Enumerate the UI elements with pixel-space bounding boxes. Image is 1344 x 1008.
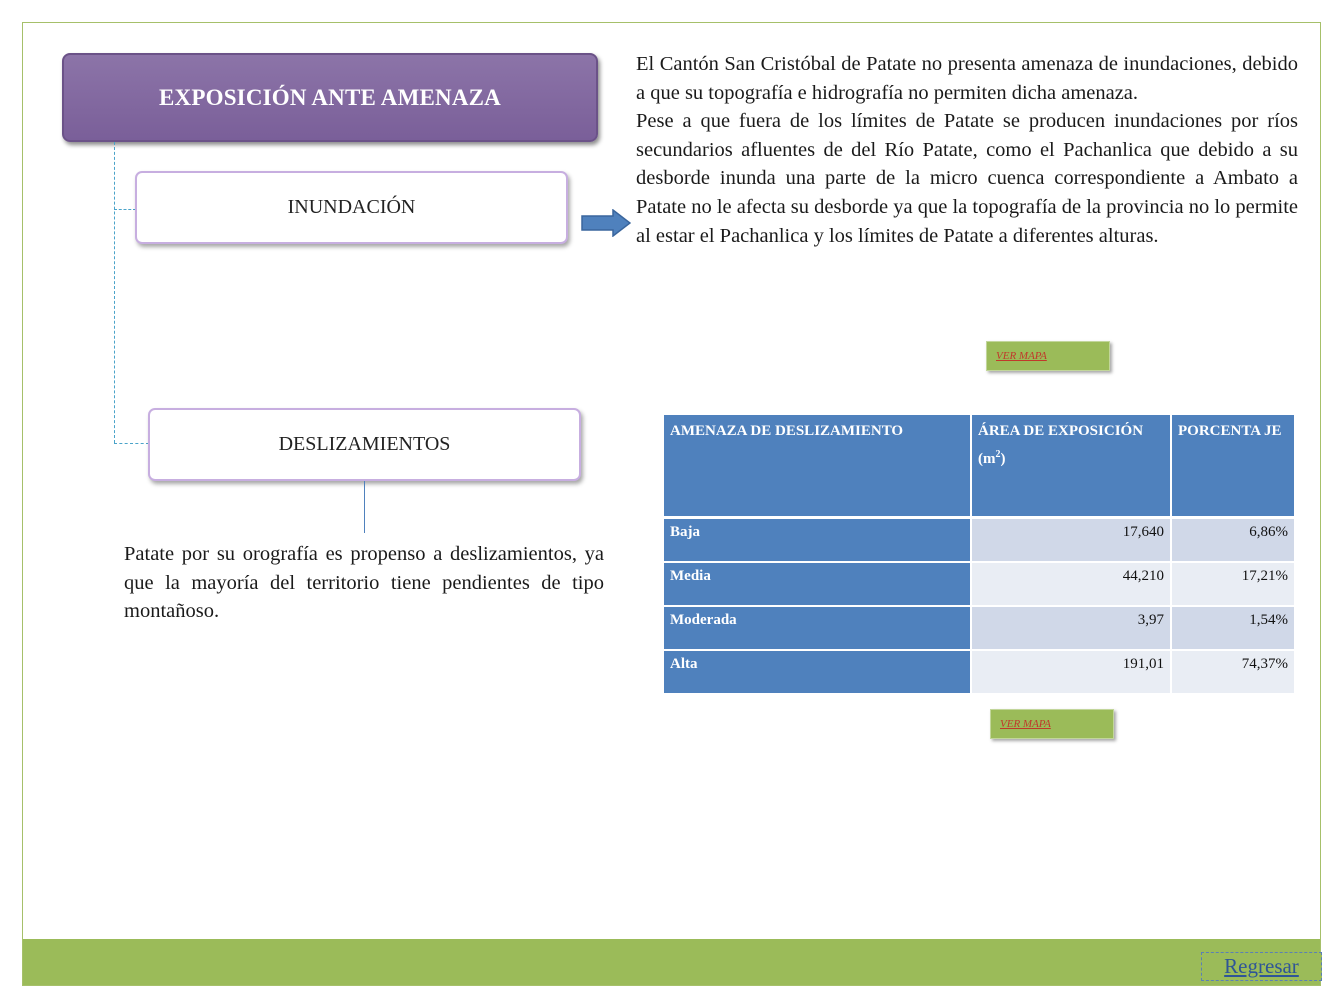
right-arrow-icon [581, 209, 631, 237]
tree-connector-vertical [114, 142, 115, 443]
row-level: Media [664, 563, 972, 607]
row-level: Alta [664, 651, 972, 695]
row-area: 17,640 [972, 519, 1172, 563]
flood-description [636, 50, 1298, 250]
row-level: Moderada [664, 607, 972, 651]
section-title: EXPOSICIÓN ANTE AMENAZA [62, 53, 598, 142]
col-header-area: ÁREA DE EXPOSICIÓN $(m^2)$ [972, 415, 1172, 519]
flood-paragraph-2: Pese a que fuera de los límites de Patate se producen inundaciones por ríos secundarios afluentes de del Río Patate, como el Pachanlica que debido a su desborde inunda una parte de la micro cuenca correspondiente a Ambato a Patate no le afecta su desborde ya que la topografía de la provincia no lo permite al estar el Pachanlica y los límites de Patate a diferentes alturas. [636, 110, 1299, 247]
row-area: 191,01 [972, 651, 1172, 695]
row-percent: 17,21% [1172, 563, 1294, 607]
tree-connector-flood [114, 209, 136, 210]
back-link[interactable]: Regresar [1201, 952, 1322, 981]
landslide-description: Patate por su orografía es propenso a deslizamientos, ya que la mayoría del territorio tiene pendientes de tipo montañoso. [124, 543, 604, 623]
footer-bar [23, 939, 1320, 985]
table-row [664, 607, 1294, 651]
tree-connector-landslide [114, 443, 149, 444]
table-row [664, 563, 1294, 607]
table-row [664, 651, 1294, 695]
col-header-threat: AMENAZA DE DESLIZAMIENTO [664, 415, 972, 519]
landslide-branch: DESLIZAMIENTOS [148, 408, 581, 481]
row-percent: 74,37% [1172, 651, 1294, 695]
view-map-button-flood[interactable]: VER MAPA [986, 341, 1110, 371]
row-percent: 1,54% [1172, 607, 1294, 651]
flood-paragraph-1: El Cantón San Cristóbal de Patate no presenta amenaza de inundaciones, debido a que su topografía e hidrografía no permiten dicha amenaza. [636, 53, 1298, 104]
landslide-table [664, 415, 1294, 695]
col-header-percent: PORCENTA JE [1172, 415, 1294, 519]
flood-branch: INUNDACIÓN [135, 171, 568, 244]
view-map-button-landslide[interactable]: VER MAPA [990, 709, 1114, 739]
row-area: 44,210 [972, 563, 1172, 607]
table-row [664, 519, 1294, 563]
landslide-connector [364, 481, 365, 533]
row-area: 3,97 [972, 607, 1172, 651]
row-percent: 6,86% [1172, 519, 1294, 563]
row-level: Baja [664, 519, 972, 563]
